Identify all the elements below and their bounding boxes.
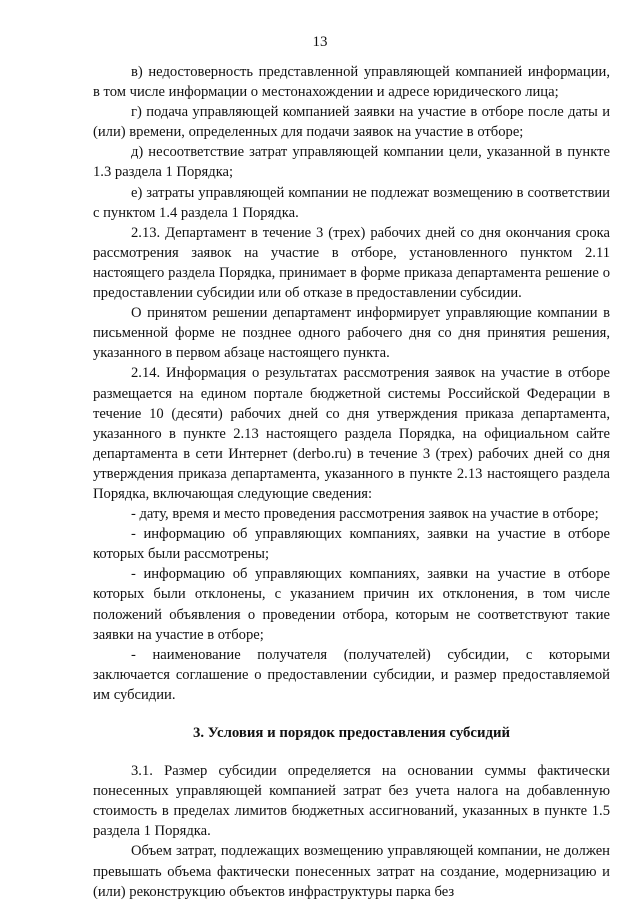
section-heading: 3. Условия и порядок предоставления субсидий xyxy=(192,725,511,741)
list-item-rejected: - информацию об управляющих компаниях, заявки на участие в отборе которых были отклонены, с указанием причин их отклонения, в том числе положений объявления о проведении отбора, которым не соответствуют такие заявки на участие в отборе; xyxy=(93,566,610,643)
paragraph-cost-volume: Объем затрат, подлежащих возмещению управляющей компании, не должен превышать объема фактически понесенных затрат на создание, модернизацию и (или) реконструкцию объектов инфраструктуры парка без xyxy=(93,843,610,900)
paragraph-item-e: е) затраты управляющей компании не подлежат возмещению в соответствии с пунктом 1.4 раздела 1 Порядка. xyxy=(93,184,610,221)
document-body xyxy=(93,62,610,902)
paragraph-2-14: 2.14. Информация о результатах рассмотрения заявок на участие в отборе размещается на едином портале бюджетной системы Российской Федерации в течение 10 (десяти) рабочих дней со дня утверждения приказа департамента, указанного в пункте 2.13 настоящего раздела Порядка, на официальном сайте департамента в сети Интернет (derbo.ru) в течение 3 (трех) рабочих дней со дня утверждения приказа департамента, указанного в пункте 2.13 настоящего раздела Порядка, включающая следующие сведения: xyxy=(93,365,610,502)
page-number: 13 xyxy=(312,34,328,50)
paragraph-2-13: 2.13. Департамент в течение 3 (трех) рабочих дней со дня окончания срока рассмотрения заявок на участие в отборе, установленного пунктом 2.11 настоящего раздела Порядка, принимает в форме приказа департамента решение о предоставлении субсидии или об отказе в предоставлении субсидии. xyxy=(93,224,610,302)
list-item-recipients: - наименование получателя (получателей) субсидии, с которыми заключается соглашение о предоставлении субсидии, и размер предоставляемой им субсидии. xyxy=(93,646,610,703)
paragraph-item-v: в) недостоверность представленной управляющей компанией информации, в том числе информации о местонахождении и адресе юридического лица; xyxy=(93,64,610,101)
list-item-date-time: - дату, время и место проведения рассмотрения заявок на участие в отборе; xyxy=(131,506,599,523)
paragraph-item-g: г) подача управляющей компанией заявки на участие в отборе после даты и (или) времени, определенных для подачи заявок на участие в отборе; xyxy=(93,104,610,141)
paragraph-3-1: 3.1. Размер субсидии определяется на основании суммы фактически понесенных управляющей компанией затрат без учета налога на добавленную стоимость в пределах лимитов бюджетных ассигнований, указанных в пункте 1.5 раздела 1 Порядка. xyxy=(93,763,610,840)
paragraph-2-13-notice: О принятом решении департамент информирует управляющие компании в письменной форме не позднее одного рабочего дня со дня принятия решения, указанного в первом абзаце настоящего пункта. xyxy=(93,305,610,362)
list-item-reviewed: - информацию об управляющих компаниях, заявки на участие в отборе которых были рассмотрены; xyxy=(93,526,610,563)
paragraph-item-d: д) несоответствие затрат управляющей компании цели, указанной в пункте 1.3 раздела 1 Порядка; xyxy=(93,144,610,181)
